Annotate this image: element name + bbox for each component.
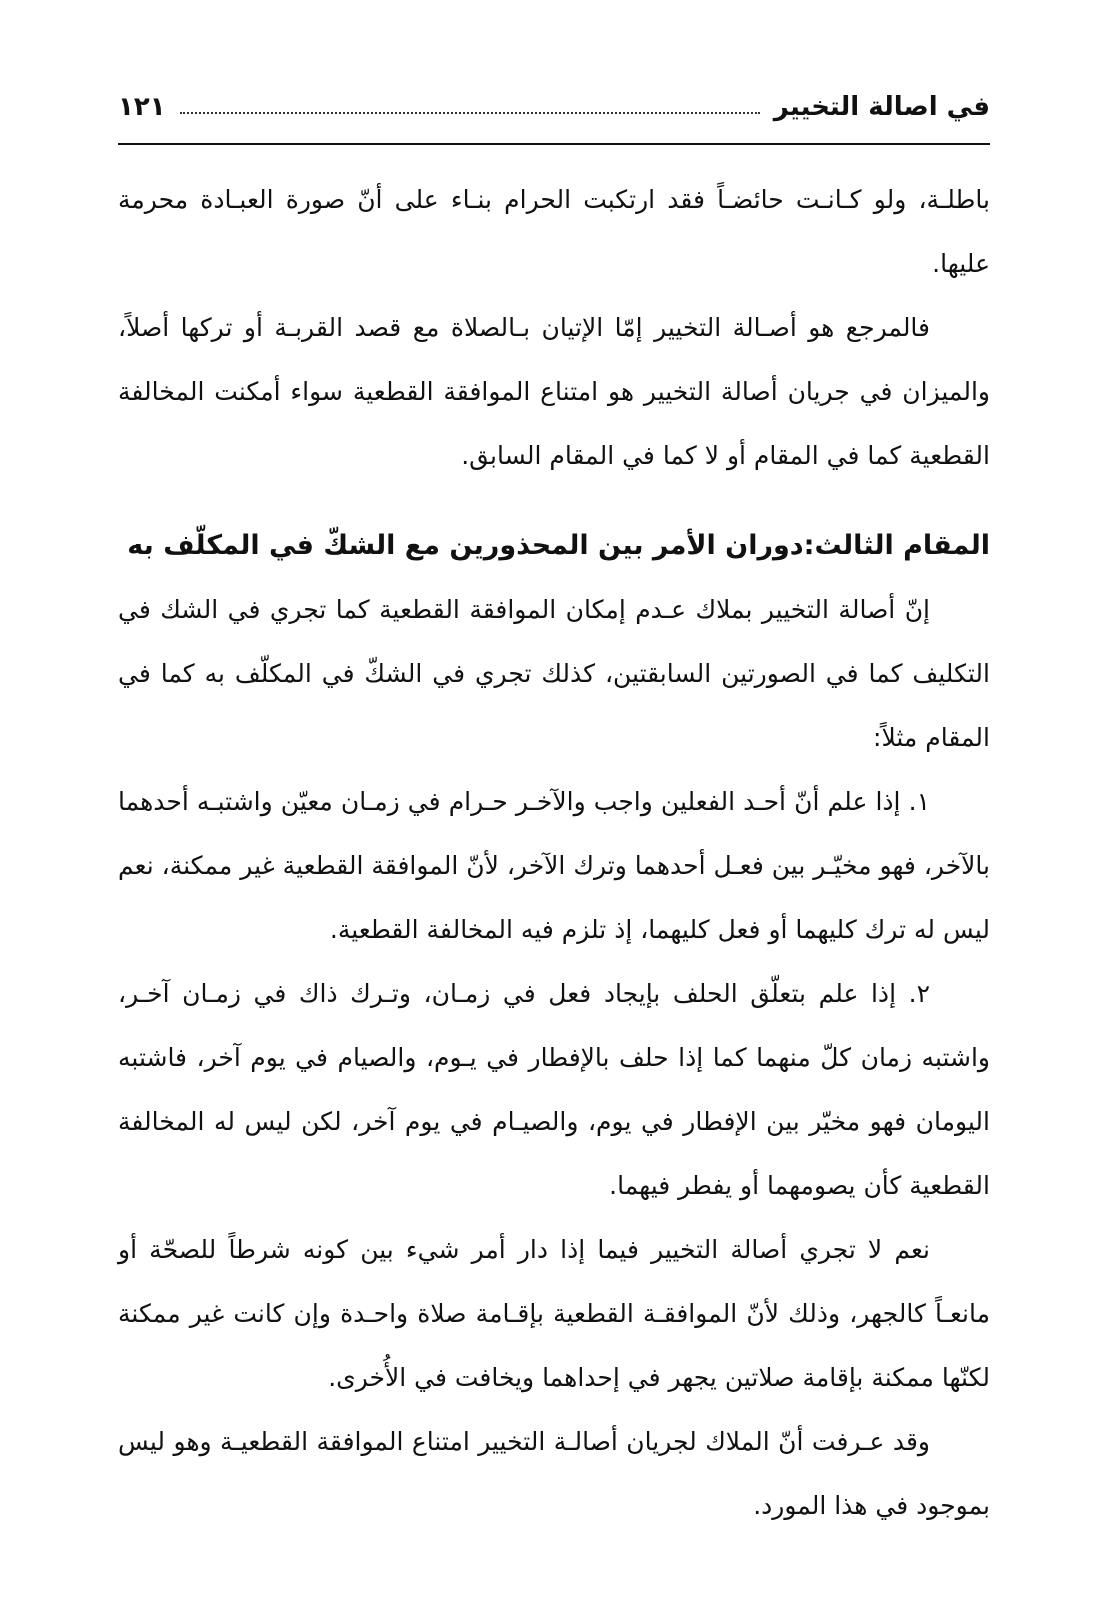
paragraph-7: وقد عـرفت أنّ الملاك لجريان أصالـة التخيير امتناع الموافقة القطعيـة وهو ليس بموجود في هذا المورد. [118,1427,990,1520]
paragraph-5: ٢. إذا علم بتعلّق الحلف بإيجاد فعل في زمـان، وتـرك ذاك في زمـان آخـر، واشتبه زمان كلّ منهما كما إذا حلف بالإفطار في يـوم، والصيام في يوم آخر، فاشتبه اليومان فهو مخيّر بين الإفطار في يوم، والصيـام في يوم آخر، لكن ليس له المخالفة القطعية كأن يصومهما أو يفطر فيهما. [118,979,990,1200]
paragraph-1: باطلـة، ولو كـانـت حائضـاً فقد ارتكبت الحرام بنـاء على أنّ صورة العبـادة محرمة عليها. [118,185,990,278]
paragraph-2: فالمرجع هو أصـالة التخيير إمّا الإتيان بـالصلاة مع قصد القربـة أو تركها أصلاً، والميزان في جريان أصالة التخيير هو امتناع الموافقة القطعية سواء أمكنت المخالفة القطعية كما في المقام أو لا كما في المقام السابق. [118,313,990,470]
header-dotted-leader [180,111,760,114]
body-text [118,168,990,1538]
header-rule [118,143,990,145]
running-header-title: في اصالة التخيير [773,92,990,122]
paragraph-6: نعم لا تجري أصالة التخيير فيما إذا دار أمر شيء بين كونه شرطاً للصحّة أو مانعـاً كالجهر، وذلك لأنّ الموافقـة القطعية بإقـامة صلاة واحـدة وإن كانت غير ممكنة لكنّها ممكنة بإقامة صلاتين يجهر في إحداهما ويخافت في الأُخرى. [118,1235,990,1392]
running-header [118,78,990,122]
section-heading: المقام الثالث:دوران الأمر بين المحذورين مع الشكّ في المكلّف به [127,530,990,561]
paragraph-3: إنّ أصالة التخيير بملاك عـدم إمكان الموافقة القطعية كما تجري في الشك في التكليف كما في الصورتين السابقتين، كذلك تجري في الشكّ في المكلّف به كما في المقام مثلاً: [118,595,990,752]
page-number: ١٢١ [118,92,166,122]
paragraph-4: ١. إذا علم أنّ أحـد الفعلين واجب والآخـر حـرام في زمـان معيّن واشتبـه أحدهما بالآخر، فهو مخيّـر بين فعـل أحدهما وترك الآخر، لأنّ الموافقة القطعية غير ممكنة، نعم ليس له ترك كليهما أو فعل كليهما، إذ تلزم فيه المخالفة القطعية. [118,787,990,944]
